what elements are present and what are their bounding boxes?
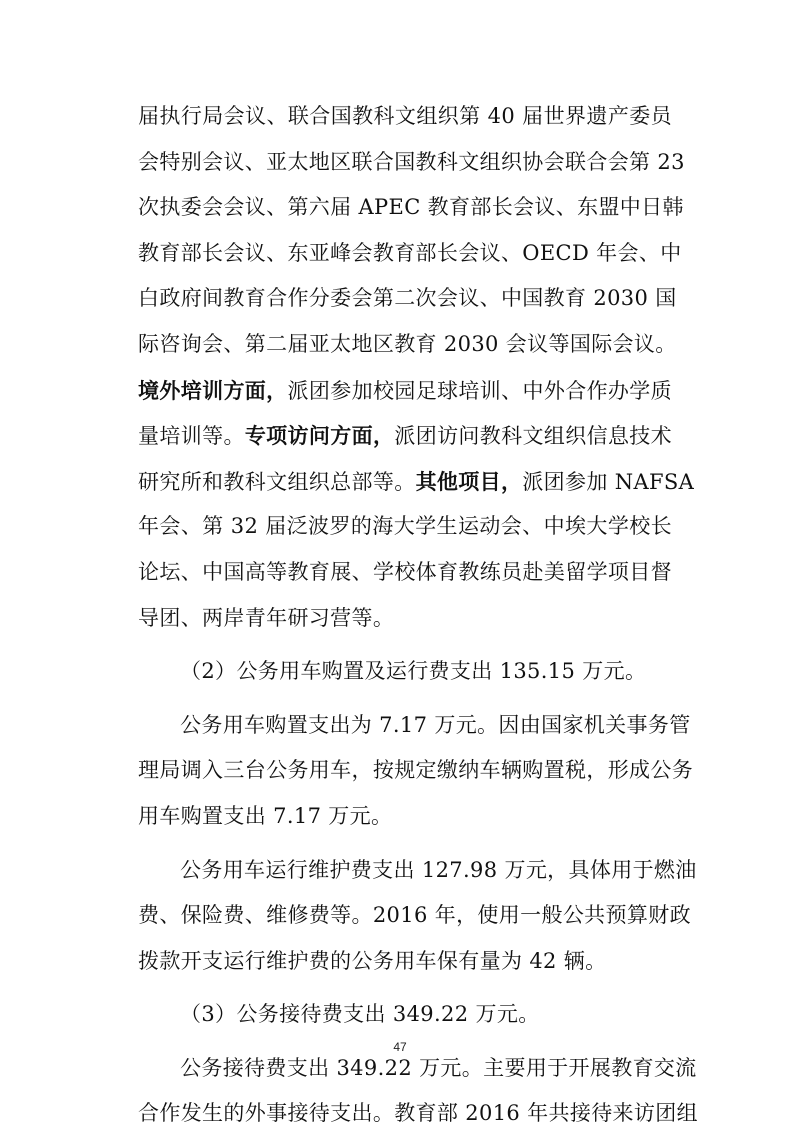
text-line: 用车购置支出 7.17 万元。 [138,803,393,828]
text-line: 公务用车购置支出为 7.17 万元。因由国家机关事务管 [180,712,691,737]
page-number: 47 [393,1040,407,1054]
text-line: 拨款开支运行维护费的公务用车保有量为 42 辆。 [138,948,607,973]
text-line: 届执行局会议、联合国教科文组织第 40 届世界遗产委员 [138,104,672,128]
text-line: 合作发生的外事接待支出。教育部 2016 年共接待来访团组 [138,1101,698,1126]
section-heading-reception: （3）公务接待费支出 349.22 万元。 [180,1002,540,1027]
text-line: 教育部长会议、东亚峰会教育部长会议、OECD 年会、中 [138,240,682,265]
text-line: 际咨询会、第二届亚太地区教育 2030 会议等国际会议。 [138,331,677,356]
text-segment: 派团参加 NAFSA [522,469,695,494]
text-line: 费、保险费、维修费等。2016 年，使用一般公共预算财政 [138,903,691,928]
text-line: 公务接待费支出 349.22 万元。主要用于开展教育交流 [180,1055,697,1080]
text-segment: 派团参加校园足球培训、中外合作办学质 [287,378,672,403]
text-line: 理局调入三台公务用车，按规定缴纳车辆购置税，形成公务 [138,758,694,783]
text-line-special-visit [138,413,672,459]
text-line: 论坛、中国高等教育展、学校体育教练员赴美留学项目督 [138,559,672,584]
bold-heading-special-visit: 专项访问方面， [244,423,395,449]
text-line: 次执委会会议、第六届 APEC 教育部长会议、东盟中日韩 [138,195,684,220]
text-line: 年会、第 32 届泛波罗的海大学生运动会、中埃大学校长 [138,514,672,539]
text-line: 白政府间教育合作分委会第二次会议、中国教育 2030 国 [138,286,677,311]
section-heading-vehicle: （2）公务用车购置及运行费支出 135.15 万元。 [180,659,647,684]
text-segment: 研究所和教科文组织总部等。 [138,469,416,494]
text-line-training [138,368,672,414]
text-segment: 量培训等。 [138,424,245,449]
text-line: 公务用车运行维护费支出 127.98 万元，具体用于燃油 [180,857,697,882]
body-text [138,94,698,1137]
text-line: 会特别会议、亚太地区联合国教科文组织协会联合会第 23 [138,149,685,174]
text-line: 导团、两岸青年研习营等。 [138,605,395,630]
bold-heading-other-projects: 其他项目， [415,468,523,494]
bold-heading-training: 境外培训方面， [138,377,288,403]
text-line-other-projects [138,459,695,505]
text-segment: 派团访问教科文组织信息技术 [394,424,673,449]
